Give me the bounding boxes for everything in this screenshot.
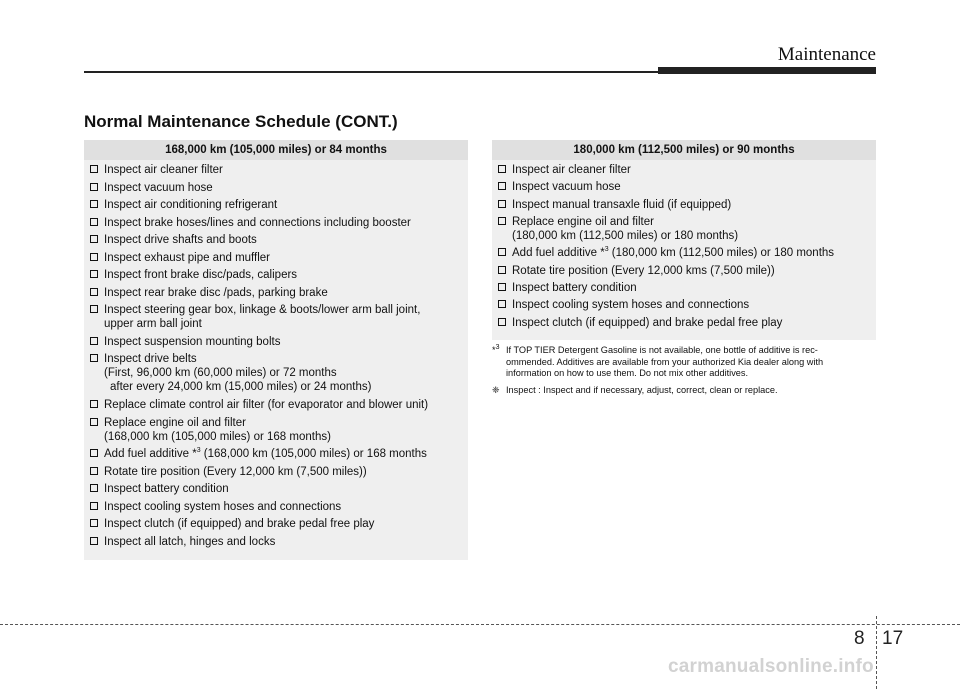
checkbox-icon [90,418,98,426]
checkbox-icon [498,217,506,225]
checkbox-icon [498,266,506,274]
schedule-column-168000 [84,140,468,560]
list-item: Add fuel additive *$^3$ (168,000 km (105,000 miles) or 168 months [90,447,460,461]
checkbox-icon [90,337,98,345]
checkbox-icon [90,400,98,408]
checkbox-icon [90,519,98,527]
column-header: 180,000 km (112,500 miles) or 90 months [492,140,876,160]
header-rule [84,71,660,73]
list-item: Replace engine oil and filter (180,000 km (112,500 miles) or 180 months) [498,215,868,243]
list-item: Inspect front brake disc/pads, calipers [90,268,460,282]
checkbox-icon [498,318,506,326]
checkbox-icon [498,200,506,208]
checkbox-icon [498,300,506,308]
checkbox-icon [90,467,98,475]
list-item: Replace climate control air filter (for evaporator and blower unit) [90,398,460,412]
column-header: 168,000 km (105,000 miles) or 84 months [84,140,468,160]
list-item: Inspect drive shafts and boots [90,233,460,247]
footnotes [492,345,878,401]
list-item: Inspect steering gear box, linkage & boots/lower arm ball joint, upper arm ball joint [90,303,460,331]
list-item: Inspect drive belts (First, 96,000 km (60,000 miles) or 72 months after every 24,000 km (15,000 miles) or 24 months) [90,352,460,394]
checkbox-icon [90,165,98,173]
checkbox-icon [90,270,98,278]
list-item: Inspect air conditioning refrigerant [90,198,460,212]
list-item: Inspect suspension mounting bolts [90,335,460,349]
list-item: Add fuel additive *$^3$ (180,000 km (112,500 miles) or 180 months [498,246,868,260]
list-item: Inspect clutch (if equipped) and brake pedal free play [90,517,460,531]
page-number: 17 [882,628,904,649]
footer-separator [876,616,877,689]
checkbox-icon [498,182,506,190]
checklist [84,160,468,549]
list-item: Inspect cooling system hoses and connections [90,500,460,514]
header-rule-accent [658,67,876,74]
footnote-marker: *$^3$ [492,343,500,355]
list-item: Inspect brake hoses/lines and connections including booster [90,216,460,230]
checklist [492,160,876,330]
watermark: carmanualsonline.info [668,656,874,677]
checkbox-icon [90,288,98,296]
chapter-number: 8 [854,628,865,649]
list-item: Inspect vacuum hose [90,181,460,195]
list-item: Inspect cooling system hoses and connections [498,298,868,312]
checkbox-icon [90,305,98,313]
list-item: Inspect all latch, hinges and locks [90,535,460,549]
list-item: Inspect clutch (if equipped) and brake pedal free play [498,316,868,330]
section-title: Maintenance [777,44,876,65]
checkbox-icon [90,183,98,191]
list-item: Inspect battery condition [90,482,460,496]
footnote-additive: *$^3$ If TOP TIER Detergent Gasoline is not available, one bottle of additive is rec- ommended. Additives are available from your authorized Kia dealer along with information on how to use them. Do not mix other additives. [492,343,824,378]
checkbox-icon [498,165,506,173]
checkbox-icon [90,537,98,545]
asterism-icon: ❈ [492,384,500,395]
list-item: Replace engine oil and filter (168,000 km (105,000 miles) or 168 months) [90,416,460,444]
checkbox-icon [90,200,98,208]
list-item: Inspect manual transaxle fluid (if equipped) [498,198,868,212]
checkbox-icon [90,484,98,492]
footnote-inspect: ❈ Inspect : Inspect and if necessary, adjust, correct, clean or replace. [492,384,778,395]
checkbox-icon [90,502,98,510]
list-item: Rotate tire position (Every 12,000 km (7,500 miles)) [90,465,460,479]
footer-rule [0,624,960,625]
list-item: Rotate tire position (Every 12,000 kms (7,500 mile)) [498,264,868,278]
page-title: Normal Maintenance Schedule (CONT.) [84,112,398,131]
checkbox-icon [90,235,98,243]
checkbox-icon [498,283,506,291]
list-item: Inspect exhaust pipe and muffler [90,251,460,265]
checkbox-icon [90,253,98,261]
list-item: Inspect rear brake disc /pads, parking brake [90,286,460,300]
checkbox-icon [498,248,506,256]
list-item: Inspect air cleaner filter [498,163,868,177]
checkbox-icon [90,449,98,457]
checkbox-icon [90,354,98,362]
checkbox-icon [90,218,98,226]
list-item: Inspect battery condition [498,281,868,295]
list-item: Inspect air cleaner filter [90,163,460,177]
list-item: Inspect vacuum hose [498,180,868,194]
schedule-column-180000 [492,140,876,340]
